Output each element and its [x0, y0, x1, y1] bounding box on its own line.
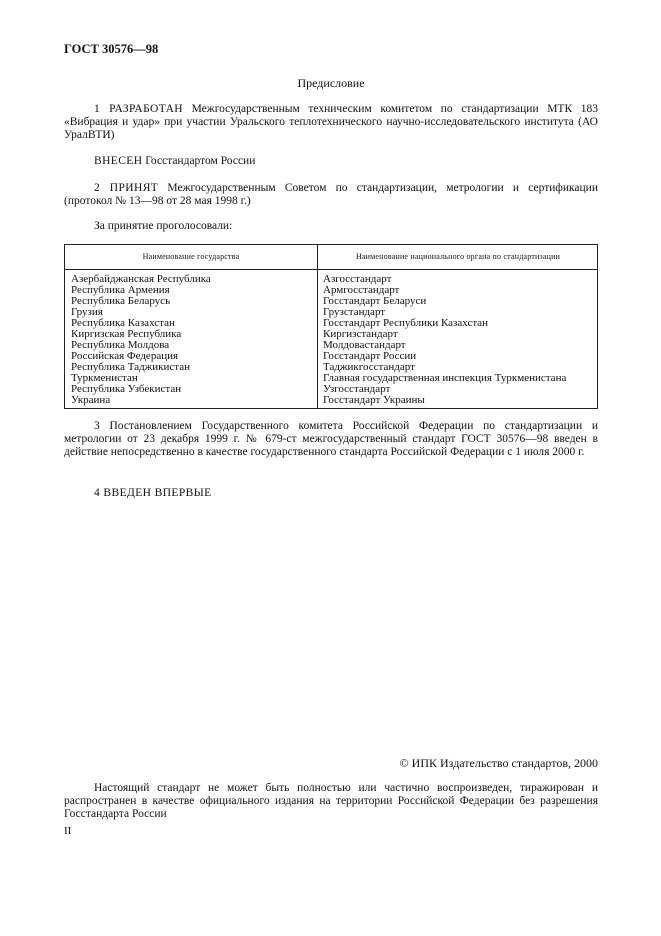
table-cell-state: Республика Беларусь	[71, 295, 171, 307]
table-body	[65, 274, 597, 406]
paragraph-introduced-lead: ВНЕСЕН	[94, 155, 143, 167]
table-cell-org: Молдовастандарт	[323, 339, 406, 351]
table-cell-state: Республика Молдова	[71, 339, 170, 351]
page-number: II	[64, 825, 72, 837]
table-cell-org: Грузстандарт	[323, 306, 386, 318]
table-header-org: Наименование национального органа по стандартизации	[355, 252, 561, 261]
table-cell-state: Киргизская Республика	[71, 328, 182, 340]
table-cell-state: Российская Федерация	[71, 350, 179, 362]
preface-title: Предисловие	[297, 76, 365, 90]
paragraph-first-introduced-lead: 4 ВВЕДЕН ВПЕРВЫЕ	[94, 487, 212, 499]
table-header-rule	[65, 269, 597, 270]
table-cell-org: Таджикгосстандарт	[323, 361, 415, 373]
table-cell-state: Туркменистан	[71, 372, 138, 384]
table-cell-org: Армгосстандарт	[323, 284, 400, 296]
table-cell-state: Азербайджанская Республика	[71, 273, 211, 285]
paragraph-adopted	[64, 182, 598, 208]
table-header-state: Наименование государства	[142, 252, 240, 261]
table-cell-state: Украина	[71, 394, 111, 406]
paragraph-adopted-text: Межгосударственным Советом по стандартизации, метрологии и сертификации (протокол № 13—98 от 28 мая 1998 г.)	[64, 182, 598, 207]
paragraph-introduced-text: Госстандартом России	[142, 155, 256, 167]
table-cell-state: Республика Таджикистан	[71, 361, 190, 373]
document-code: ГОСТ 30576—98	[64, 42, 159, 56]
table-cell-state: Республика Армения	[71, 284, 170, 296]
paragraph-introduced	[64, 155, 598, 168]
table-cell-state: Грузия	[71, 306, 103, 318]
voting-states-table	[64, 244, 598, 409]
paragraph-resolution: 3 Постановлением Государственного комитета Российской Федерации по стандартизации и метрологии от 23 декабря 1999 г. № 679-ст межгосударственный стандарт ГОСТ 30576—98 введен в действие непосредственно в качестве государственного стандарта Российской Федерации с 1 июля 2000 г.	[64, 420, 598, 458]
table-cell-org: Узгосстандарт	[323, 383, 391, 395]
paragraph-developed-lead: 1 РАЗРАБОТАН	[94, 103, 183, 115]
paragraph-adopted-lead: 2 ПРИНЯТ	[94, 182, 159, 194]
table-cell-org: Главная государственная инспекция Туркменистана	[323, 372, 567, 384]
copyright-line: © ИПК Издательство стандартов, 2000	[399, 756, 598, 770]
table-cell-org: Госстандарт Беларуси	[323, 295, 427, 307]
table-cell-state: Республика Казахстан	[71, 317, 175, 329]
table-row	[65, 395, 597, 406]
paragraph-developed	[64, 103, 598, 142]
table-cell-org: Азгосстандарт	[323, 273, 392, 285]
table-cell-org: Госстандарт России	[323, 350, 417, 362]
table-cell-state: Республика Узбекистан	[71, 383, 182, 395]
table-cell-org: Госстандарт Республики Казахстан	[323, 317, 489, 329]
reproduction-notice: Настоящий стандарт не может быть полностью или частично воспроизведен, тиражирован и распространен в качестве официального издания на территории Российской Федерации без разрешения Госстандарта России	[64, 782, 598, 820]
paragraph-voted: За принятие проголосовали:	[94, 220, 233, 232]
table-cell-org: Госстандарт Украины	[323, 394, 425, 406]
table-cell-org: Киргизстандарт	[323, 328, 398, 340]
paragraph-first-introduced	[64, 487, 598, 500]
paragraph-developed-text: Межгосударственным техническим комитетом по стандартизации МТК 183 «Вибрация и удар» при участии Уральского теплотехнического научно-исследовательского института (АО УралВТИ)	[64, 103, 598, 141]
